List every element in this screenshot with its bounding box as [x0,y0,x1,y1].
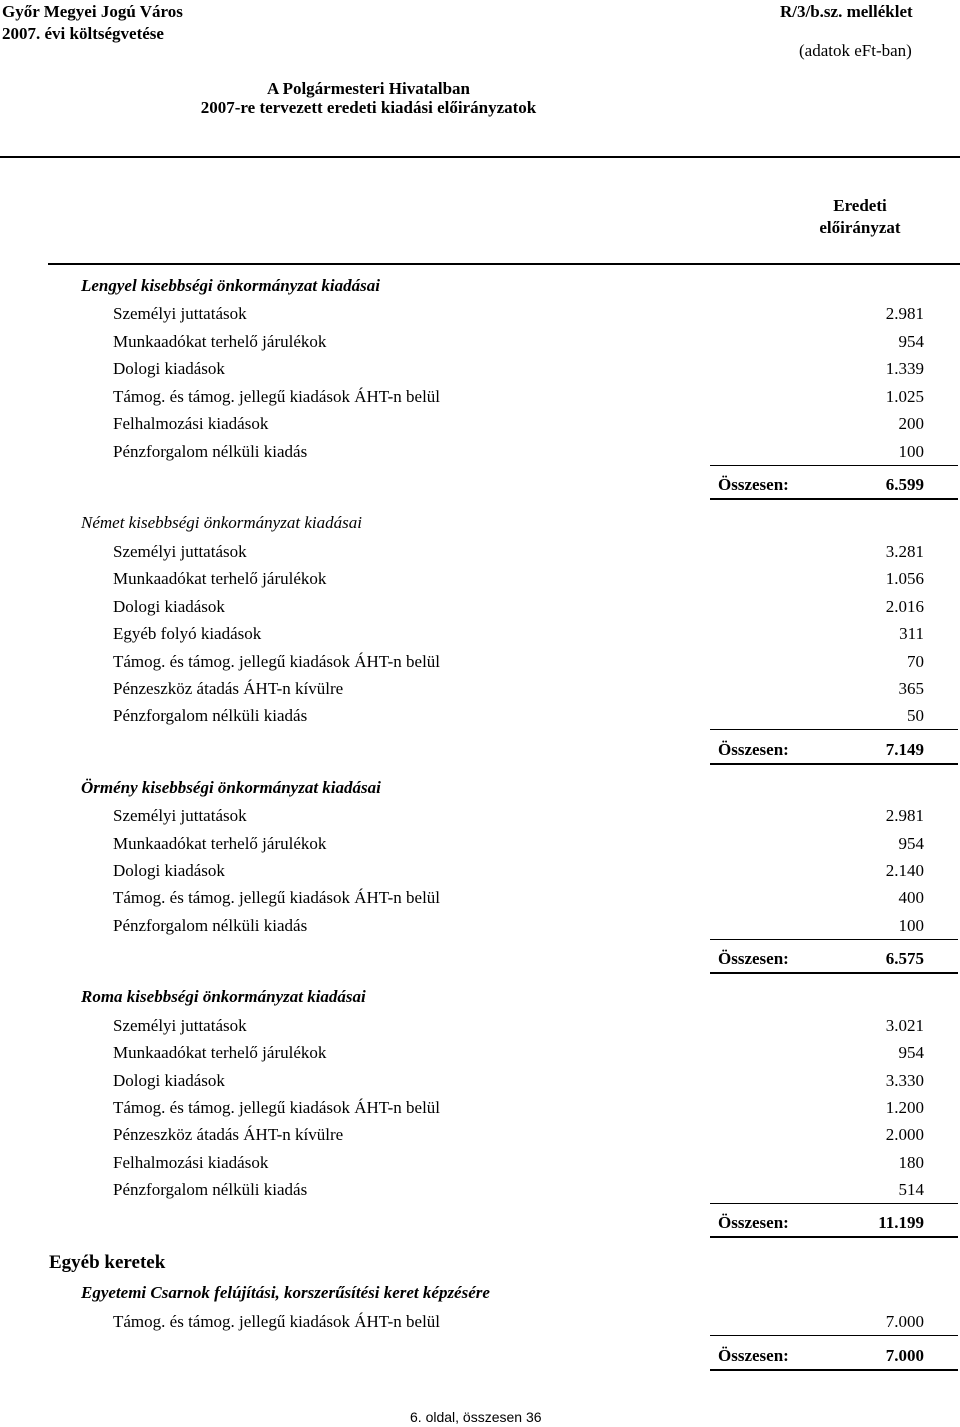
total-label: Összesen: [718,1213,789,1232]
total-underline [710,763,958,765]
section-title: Örmény kisebbségi önkormányzat kiadásai [81,778,381,797]
item-value: 200 [898,414,924,433]
item-value: 2.981 [885,806,924,825]
item-label: Személyi juttatások [113,542,247,561]
total-label: Összesen: [718,1346,789,1365]
item-value: 1.056 [885,569,924,588]
item-label: Dologi kiadások [113,861,225,880]
item-value: 2.981 [885,304,924,323]
section-title: Lengyel kisebbségi önkormányzat kiadásai [81,276,380,295]
item-label: Támog. és támog. jellegű kiadások ÁHT-n belül [113,652,441,671]
item-value: 3.330 [885,1071,924,1090]
item-label: Dologi kiadások [113,359,225,378]
item-label: Pénzeszköz átadás ÁHT-n kívülre [113,1125,344,1144]
page-title: 2007-re tervezett eredeti kiadási előirányzatok [200,98,537,117]
item-label: Munkaadókat terhelő járulékok [113,834,327,853]
item-value: 2.000 [885,1125,924,1144]
total-value: 7.000 [885,1346,924,1365]
item-label: Dologi kiadások [113,1071,225,1090]
subtotal-rule [710,465,958,466]
item-value: 954 [898,1043,924,1062]
page-footer: 6. oldal, összesen 36 [410,1409,542,1425]
item-label: Személyi juttatások [113,1016,247,1035]
item-label: Pénzforgalom nélküli kiadás [113,706,308,725]
item-value: 2.140 [885,861,924,880]
total-underline [710,1236,958,1238]
item-value: 50 [907,706,924,725]
item-label: Támog. és támog. jellegű kiadások ÁHT-n belül [113,387,441,406]
item-label: Felhalmozási kiadások [113,1153,269,1172]
item-label: Pénzforgalom nélküli kiadás [113,916,308,935]
item-label: Támog. és támog. jellegű kiadások ÁHT-n belül [113,888,441,907]
subtotal-rule [710,939,958,940]
item-value: 365 [898,679,924,698]
item-label: Felhalmozási kiadások [113,414,269,433]
section-title: Egyetemi Csarnok felújítási, korszerűsítési keret képzésére [81,1283,490,1302]
total-underline [710,972,958,974]
total-underline [710,1369,958,1371]
item-label: Pénzeszköz átadás ÁHT-n kívülre [113,679,344,698]
item-value: 70 [907,652,924,671]
header-budget: 2007. évi költségvetése [2,24,164,43]
item-value: 514 [898,1180,924,1199]
item-value: 954 [898,332,924,351]
item-value: 100 [898,442,924,461]
item-label: Dologi kiadások [113,597,225,616]
total-value: 11.199 [878,1213,924,1232]
item-value: 180 [898,1153,924,1172]
item-value: 1.025 [885,387,924,406]
item-value: 100 [898,916,924,935]
item-label: Munkaadókat terhelő járulékok [113,569,327,588]
item-value: 400 [898,888,924,907]
item-label: Támog. és támog. jellegű kiadások ÁHT-n belül [113,1312,441,1331]
total-underline [710,498,958,500]
annex-label: R/3/b.sz. melléklet [780,2,913,21]
item-value: 3.281 [885,542,924,561]
item-label: Személyi juttatások [113,304,247,323]
total-value: 6.599 [885,475,924,494]
section-title: Német kisebbségi önkormányzat kiadásai [81,513,362,532]
item-value: 954 [898,834,924,853]
item-label: Munkaadókat terhelő járulékok [113,1043,327,1062]
item-value: 3.021 [885,1016,924,1035]
item-value: 7.000 [885,1312,924,1331]
item-label: Pénzforgalom nélküli kiadás [113,1180,308,1199]
item-value: 2.016 [885,597,924,616]
header-divider [0,156,960,158]
total-label: Összesen: [718,475,789,494]
column-header-divider [48,263,960,265]
office-title: A Polgármesteri Hivatalban [266,79,471,98]
total-value: 7.149 [885,740,924,759]
subtotal-rule [710,729,958,730]
item-label: Pénzforgalom nélküli kiadás [113,442,308,461]
item-label: Egyéb folyó kiadások [113,624,262,643]
column-header-line1: Eredeti [833,196,887,215]
item-label: Munkaadókat terhelő járulékok [113,332,327,351]
total-label: Összesen: [718,740,789,759]
total-label: Összesen: [718,949,789,968]
item-label: Személyi juttatások [113,806,247,825]
subtotal-rule [710,1335,958,1336]
other-heading: Egyéb keretek [49,1252,166,1273]
item-value: 311 [899,624,924,643]
subtotal-rule [710,1203,958,1204]
item-value: 1.339 [885,359,924,378]
item-value: 1.200 [885,1098,924,1117]
item-label: Támog. és támog. jellegű kiadások ÁHT-n belül [113,1098,441,1117]
total-value: 6.575 [885,949,924,968]
section-title: Roma kisebbségi önkormányzat kiadásai [81,987,366,1006]
column-header-line2: előirányzat [819,218,901,237]
header-city: Győr Megyei Jogú Város [2,2,183,21]
units-note: (adatok eFt-ban) [799,41,912,60]
